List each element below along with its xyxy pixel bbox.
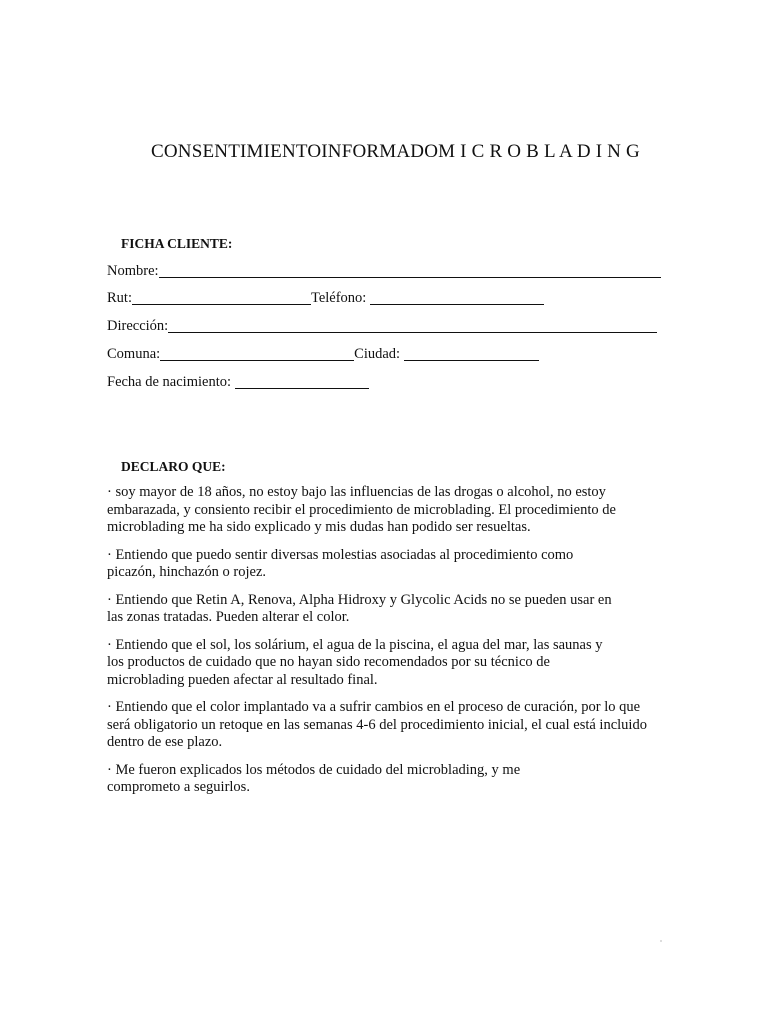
rut-telefono-field — [107, 289, 544, 307]
declaration-item: · Me fueron explicados los métodos de cuidado del microblading, y me comprometo a seguirlos. — [107, 761, 521, 795]
rut-label: Rut: — [107, 290, 132, 306]
direccion-input-line[interactable] — [168, 318, 657, 333]
telefono-input-line[interactable] — [370, 290, 544, 305]
page-title: CONSENTIMIENTOINFORMADOM I C R O B L A D I N G — [151, 141, 640, 162]
direccion-field — [107, 317, 657, 335]
rut-input-line[interactable] — [132, 290, 311, 305]
nombre-field — [107, 262, 661, 280]
declaration-item: · soy mayor de 18 años, no estoy bajo las influencias de las drogas o alcohol, no estoy embarazada, y consiento recibir el procedimiento de microblading. El procedimiento de microblading me ha sido explicado y mis dudas han podido ser resueltas. — [107, 484, 616, 535]
comuna-label: Comuna: — [107, 346, 161, 362]
ciudad-label: Ciudad: — [354, 346, 404, 362]
direccion-label: Dirección: — [107, 318, 169, 334]
nombre-input-line[interactable] — [159, 263, 661, 278]
client-form-heading: FICHA CLIENTE: — [121, 236, 233, 251]
nombre-label: Nombre: — [107, 263, 159, 279]
declaration-heading: DECLARO QUE: — [121, 459, 226, 474]
declaration-item: · Entiendo que el sol, los solárium, el agua de la piscina, el agua del mar, las saunas y los productos de cuidado que no hayan sido recomendados por su técnico de microblading pueden afectar al resultado final. — [107, 636, 603, 688]
declaration-item: · Entiendo que Retin A, Renova, Alpha Hidroxy y Glycolic Acids no se pueden usar en las zonas tratadas. Pueden alterar el color. — [107, 591, 612, 625]
comuna-ciudad-field — [107, 345, 539, 363]
ciudad-input-line[interactable] — [404, 346, 539, 361]
declaration-list — [107, 484, 647, 807]
comuna-input-line[interactable] — [160, 346, 354, 361]
declaration-item: · Entiendo que el color implantado va a sufrir cambios en el proceso de curación, por lo que será obligatorio un retoque en las semanas 4-6 del procedimiento inicial, el cual está incluido dentro de ese plazo. — [107, 699, 647, 750]
declaration-item: · Entiendo que puedo sentir diversas molestias asociadas al procedimiento como picazón, hinchazón o rojez. — [107, 546, 574, 580]
telefono-label: Teléfono: — [310, 290, 370, 306]
fecha-label: Fecha de nacimiento: — [107, 374, 235, 390]
page-mark — [660, 940, 662, 942]
fecha-input-line[interactable] — [235, 374, 369, 389]
fecha-nacimiento-field — [107, 373, 369, 391]
